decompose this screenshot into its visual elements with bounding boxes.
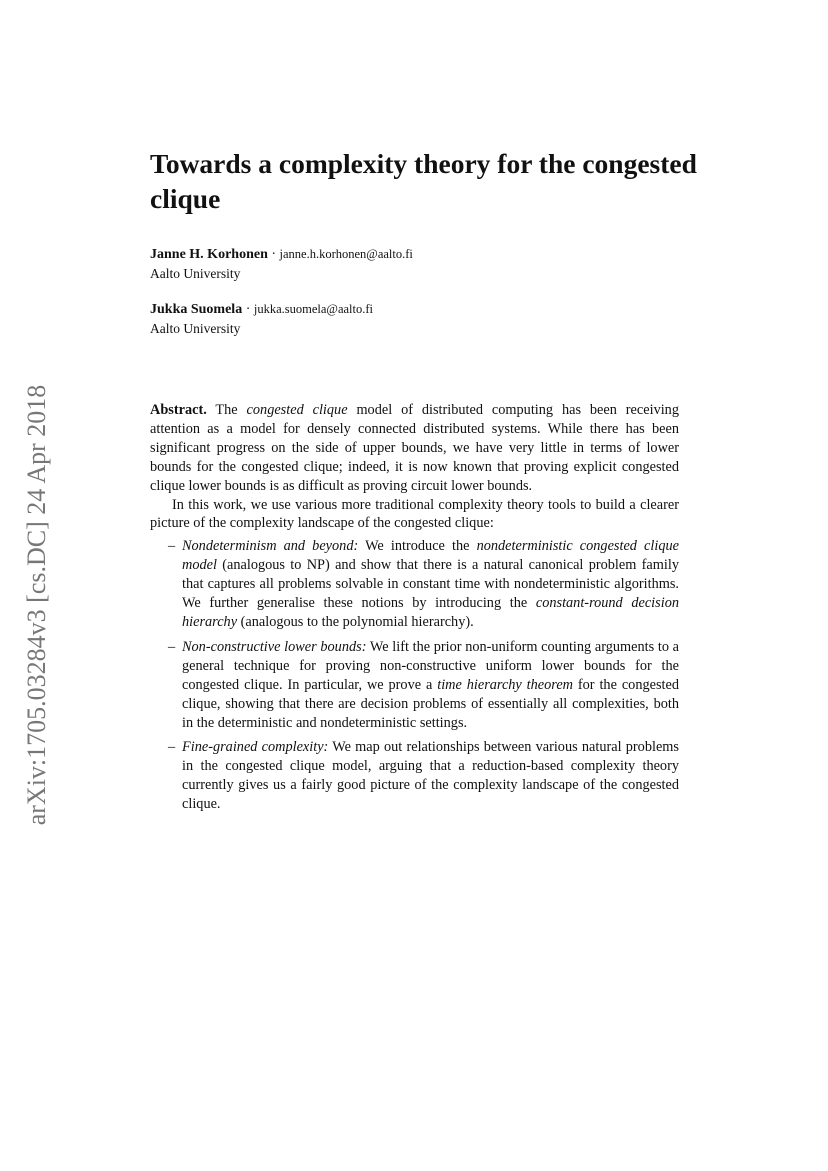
list-item <box>168 738 679 814</box>
abstract-paragraph-1 <box>150 401 679 496</box>
author-block-2 <box>150 300 373 338</box>
author-email: janne.h.korhonen@aalto.fi <box>279 247 413 261</box>
item-heading: Non-constructive lower bounds: <box>182 638 367 655</box>
list-item <box>168 537 679 632</box>
item-emphasis: constant-round decision hierarchy <box>182 595 679 630</box>
item-heading: Fine-grained complexity: <box>182 739 329 756</box>
author-name: Janne H. Korhonen <box>150 247 268 262</box>
abstract-label: Abstract. <box>150 402 207 418</box>
item-text: for the congested clique, showing that there are decision problems of essentially all complexities, both in the deterministic and nondeterministic settings. <box>182 676 679 731</box>
list-dash: – <box>168 538 176 555</box>
contribution-list <box>150 537 679 814</box>
list-dash: – <box>168 638 176 655</box>
author-email: jukka.suomela@aalto.fi <box>253 302 373 316</box>
abstract-emphasis: congested clique <box>246 402 348 418</box>
abstract <box>150 401 679 820</box>
paper-title: Towards a complexity theory for the congested clique <box>150 148 697 214</box>
author-block-1 <box>150 245 413 283</box>
author-separator: · <box>271 247 277 262</box>
item-emphasis: nondeterministic congested clique model <box>182 538 679 574</box>
abstract-paragraph-2: In this work, we use various more traditional complexity theory tools to build a clearer picture of the complexity landscape of the congested clique: <box>150 496 679 532</box>
item-emphasis: time hierarchy theorem <box>437 676 573 693</box>
item-heading: Nondeterminism and beyond: <box>182 538 359 555</box>
arxiv-id-text: arXiv:1705.03284v3 [cs.DC] 24 Apr 2018 <box>22 384 51 826</box>
author-name: Jukka Suomela <box>150 302 243 317</box>
item-text: (analogous to NP) and show that there is a natural canonical problem family that captures all problems solvable in constant time with nondeterministic algorithms. We further generalise these notions by introducing the <box>182 557 679 612</box>
item-text: We lift the prior non-uniform counting arguments to a general technique for proving non-constructive uniform lower bounds for the congested clique. In particular, we prove a <box>182 638 680 693</box>
item-text: We map out relationships between various natural problems in the congested clique model, arguing that a reduction-based complexity theory currently gives us a fairly good picture of the complexity landscape of the congested clique. <box>182 739 679 813</box>
author-affiliation: Aalto University <box>150 321 241 336</box>
arxiv-identifier-sidebar <box>20 360 54 850</box>
list-dash: – <box>168 739 176 756</box>
author-affiliation: Aalto University <box>150 266 241 281</box>
item-text: (analogous to the polynomial hierarchy). <box>237 613 474 630</box>
item-text: We introduce the <box>358 538 477 555</box>
list-item <box>168 638 680 733</box>
abstract-text: The <box>215 402 247 418</box>
author-separator: · <box>245 302 251 317</box>
abstract-text: model of distributed computing has been receiving attention as a model for densely connected distributed systems. While there has been significant progress on the side of upper bounds, we have very little in terms of lower bounds for the congested clique; indeed, it is now known that proving explicit congested clique lower bounds is as difficult as proving circuit lower bounds. <box>150 402 679 494</box>
